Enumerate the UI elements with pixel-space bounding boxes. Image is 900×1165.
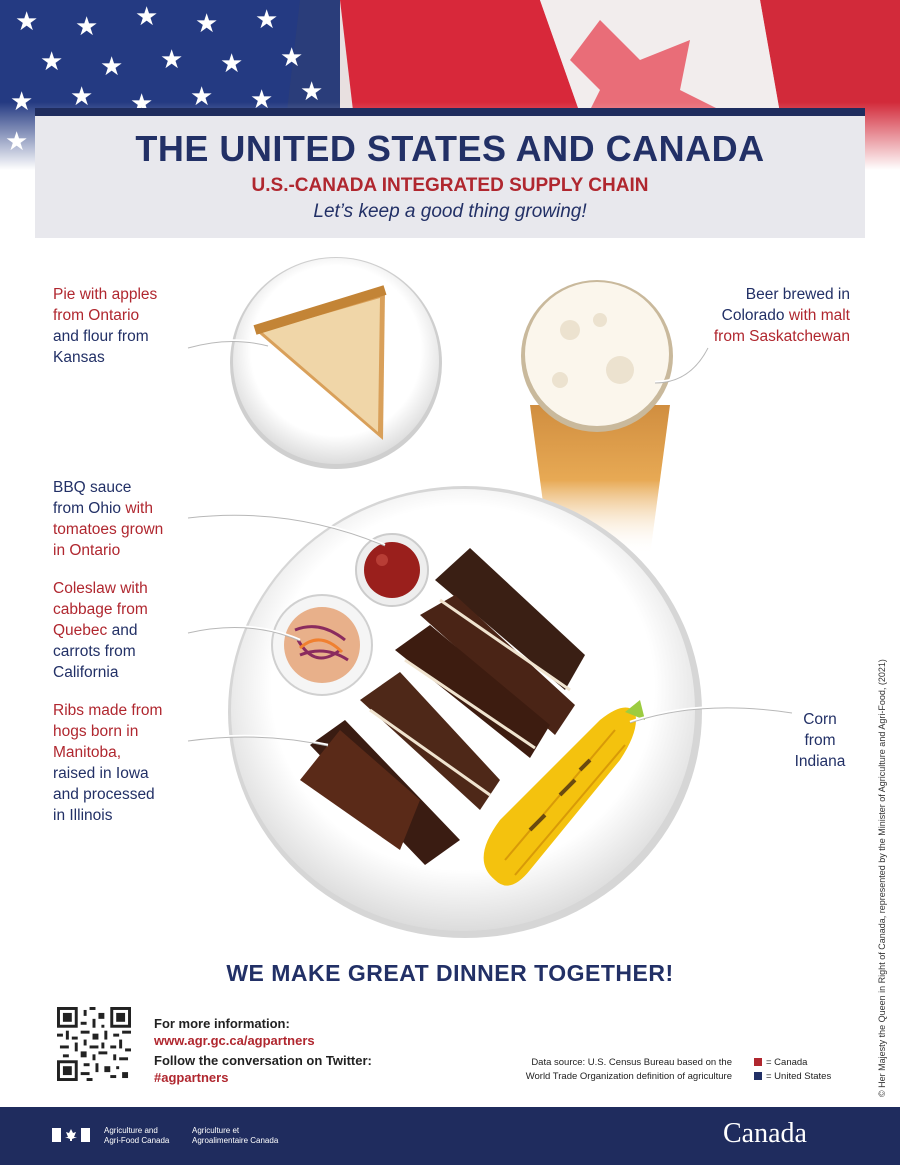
caption-beer bbox=[714, 284, 850, 347]
more-info-label: For more information: bbox=[154, 1016, 290, 1031]
caption-corn-line2: from bbox=[804, 732, 836, 749]
caption-beer-line2b: with malt bbox=[784, 307, 850, 324]
caption-coleslaw-line4: carrots from bbox=[53, 643, 136, 660]
caption-bbq-line2b: with bbox=[121, 500, 153, 517]
caption-coleslaw bbox=[53, 578, 148, 683]
coleslaw-bowl bbox=[272, 595, 372, 695]
department-name-fr bbox=[192, 1126, 278, 1146]
caption-bbq-line3: tomatoes grown bbox=[53, 521, 164, 538]
legend bbox=[754, 1056, 831, 1084]
caption-pie-line1: Pie with apples bbox=[53, 286, 158, 303]
caption-pie-line4: Kansas bbox=[53, 349, 105, 366]
caption-pie-line3: and flour from bbox=[53, 328, 149, 345]
more-info-link[interactable]: www.agr.gc.ca/agpartners bbox=[154, 1033, 315, 1048]
header-top-rule bbox=[35, 108, 865, 116]
copyright-notice: © Her Majesty the Queen in Right of Canada, represented by the Minister of Agriculture and Agri-Food, (2021) bbox=[877, 659, 887, 1097]
legend-us-label: = United States bbox=[766, 1071, 832, 1082]
caption-bbq-line1: BBQ sauce bbox=[53, 479, 132, 496]
caption-beer-line3: from Saskatchewan bbox=[713, 328, 850, 345]
page-tagline: Let’s keep a good thing growing! bbox=[313, 201, 587, 222]
legend-us-swatch bbox=[754, 1072, 762, 1080]
page-subtitle: U.S.-CANADA INTEGRATED SUPPLY CHAIN bbox=[251, 175, 649, 196]
caption-pie bbox=[53, 284, 157, 368]
data-source-line2: World Trade Organization definition of agriculture bbox=[525, 1071, 732, 1082]
legend-canada bbox=[754, 1056, 831, 1070]
caption-pie-line2: from Ontario bbox=[53, 307, 140, 324]
more-info bbox=[154, 1015, 372, 1086]
caption-beer-line2a: Colorado bbox=[721, 307, 785, 324]
caption-coleslaw-line3a: Quebec bbox=[53, 622, 108, 639]
caption-coleslaw-line3b: and bbox=[107, 622, 138, 639]
caption-ribs-line2: hogs born in bbox=[53, 723, 139, 740]
caption-ribs-line6: in Illinois bbox=[53, 807, 113, 824]
caption-corn bbox=[790, 709, 850, 772]
bbq-sauce-cup bbox=[356, 534, 428, 606]
caption-corn-line3: Indiana bbox=[794, 753, 846, 770]
page-title: THE UNITED STATES AND CANADA bbox=[135, 128, 765, 169]
caption-ribs-line3: Manitoba, bbox=[53, 744, 122, 761]
caption-ribs-line5: and processed bbox=[53, 786, 155, 803]
data-source-line1: Data source: U.S. Census Bureau based on the bbox=[531, 1057, 732, 1068]
footer-bar bbox=[0, 1107, 900, 1165]
caption-ribs-line1: Ribs made from bbox=[53, 702, 163, 719]
canada-wordmark: Canada bbox=[723, 1118, 807, 1149]
caption-coleslaw-line1: Coleslaw with bbox=[53, 580, 148, 597]
department-name-en bbox=[104, 1126, 169, 1146]
caption-ribs-line4: raised in Iowa bbox=[53, 765, 149, 782]
header-panel bbox=[35, 108, 865, 238]
qr-code-icon[interactable] bbox=[57, 1007, 131, 1081]
caption-bbq bbox=[53, 477, 163, 561]
department-en-line2: Agri-Food Canada bbox=[104, 1136, 170, 1145]
caption-coleslaw-line5: California bbox=[53, 664, 119, 681]
twitter-label: Follow the conversation on Twitter: bbox=[154, 1053, 372, 1068]
department-fr-line1: Agriculture et bbox=[192, 1126, 240, 1135]
slogan: WE MAKE GREAT DINNER TOGETHER! bbox=[226, 960, 674, 986]
caption-bbq-line2a: from Ohio bbox=[53, 500, 122, 517]
caption-coleslaw-line2: cabbage from bbox=[53, 601, 148, 618]
caption-bbq-line4: in Ontario bbox=[53, 542, 121, 559]
legend-canada-label: = Canada bbox=[766, 1057, 808, 1068]
caption-corn-line1: Corn bbox=[803, 711, 837, 728]
caption-ribs bbox=[53, 700, 162, 826]
department-fr-line2: Agroalimentaire Canada bbox=[192, 1136, 279, 1145]
legend-canada-swatch bbox=[754, 1058, 762, 1066]
caption-beer-line1: Beer brewed in bbox=[745, 286, 850, 303]
twitter-hashtag[interactable]: #agpartners bbox=[154, 1070, 229, 1085]
data-source bbox=[510, 1056, 732, 1084]
legend-us bbox=[754, 1070, 831, 1084]
department-en-line1: Agriculture and bbox=[104, 1126, 158, 1135]
canada-flag-icon bbox=[52, 1128, 90, 1142]
pie-plate bbox=[230, 257, 442, 469]
